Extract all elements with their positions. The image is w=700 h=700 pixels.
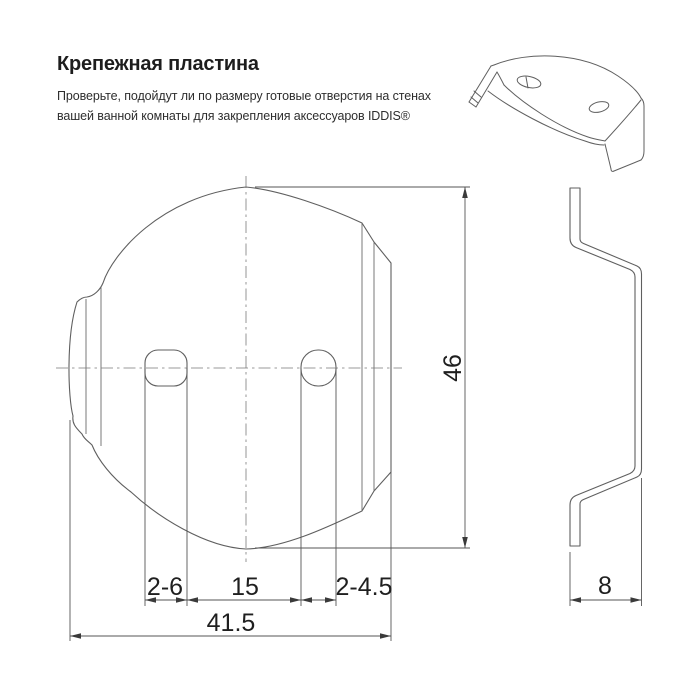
iso-face-left-edge — [605, 144, 611, 169]
iso-tab-crease-2 — [474, 91, 481, 97]
iso-tab-crease-1 — [471, 97, 478, 103]
side-view — [570, 188, 642, 606]
dim-label-hole1-width: 2-6 — [146, 573, 184, 601]
subtitle-line-1: Проверьте, подойдут ли по размеру готовые отверстия на стенах — [57, 89, 431, 103]
iso-top-edge — [494, 56, 641, 98]
iso-hole-left — [516, 74, 542, 90]
iso-tab-inner-edge — [476, 72, 497, 107]
dim-label-total-width: 41.5 — [206, 609, 256, 637]
subtitle-line-2: вашей ванной комнаты для закрепления аксессуаров IDDIS® — [57, 108, 410, 123]
dim-label-depth: 8 — [598, 572, 612, 600]
iso-hole-left-seam — [526, 77, 528, 88]
dim-label-hole2-width: 2-4.5 — [335, 573, 393, 601]
iso-face-right-edge — [641, 98, 644, 160]
isometric-view — [469, 56, 644, 172]
iso-face-top-fold — [605, 100, 641, 141]
iso-near-edge — [504, 85, 605, 141]
dim-label-height: 46 — [439, 354, 467, 382]
front-view — [56, 176, 402, 562]
side-profile-outline — [570, 188, 642, 546]
iso-hole-right — [588, 100, 610, 115]
iso-tab-tip-cap — [469, 102, 476, 107]
iso-face-bottom-edge — [611, 160, 641, 171]
page-title: Крепежная пластина — [57, 53, 259, 75]
iso-tab-fold-crease — [497, 72, 504, 85]
dim-label-holes-spacing: 15 — [231, 573, 259, 601]
